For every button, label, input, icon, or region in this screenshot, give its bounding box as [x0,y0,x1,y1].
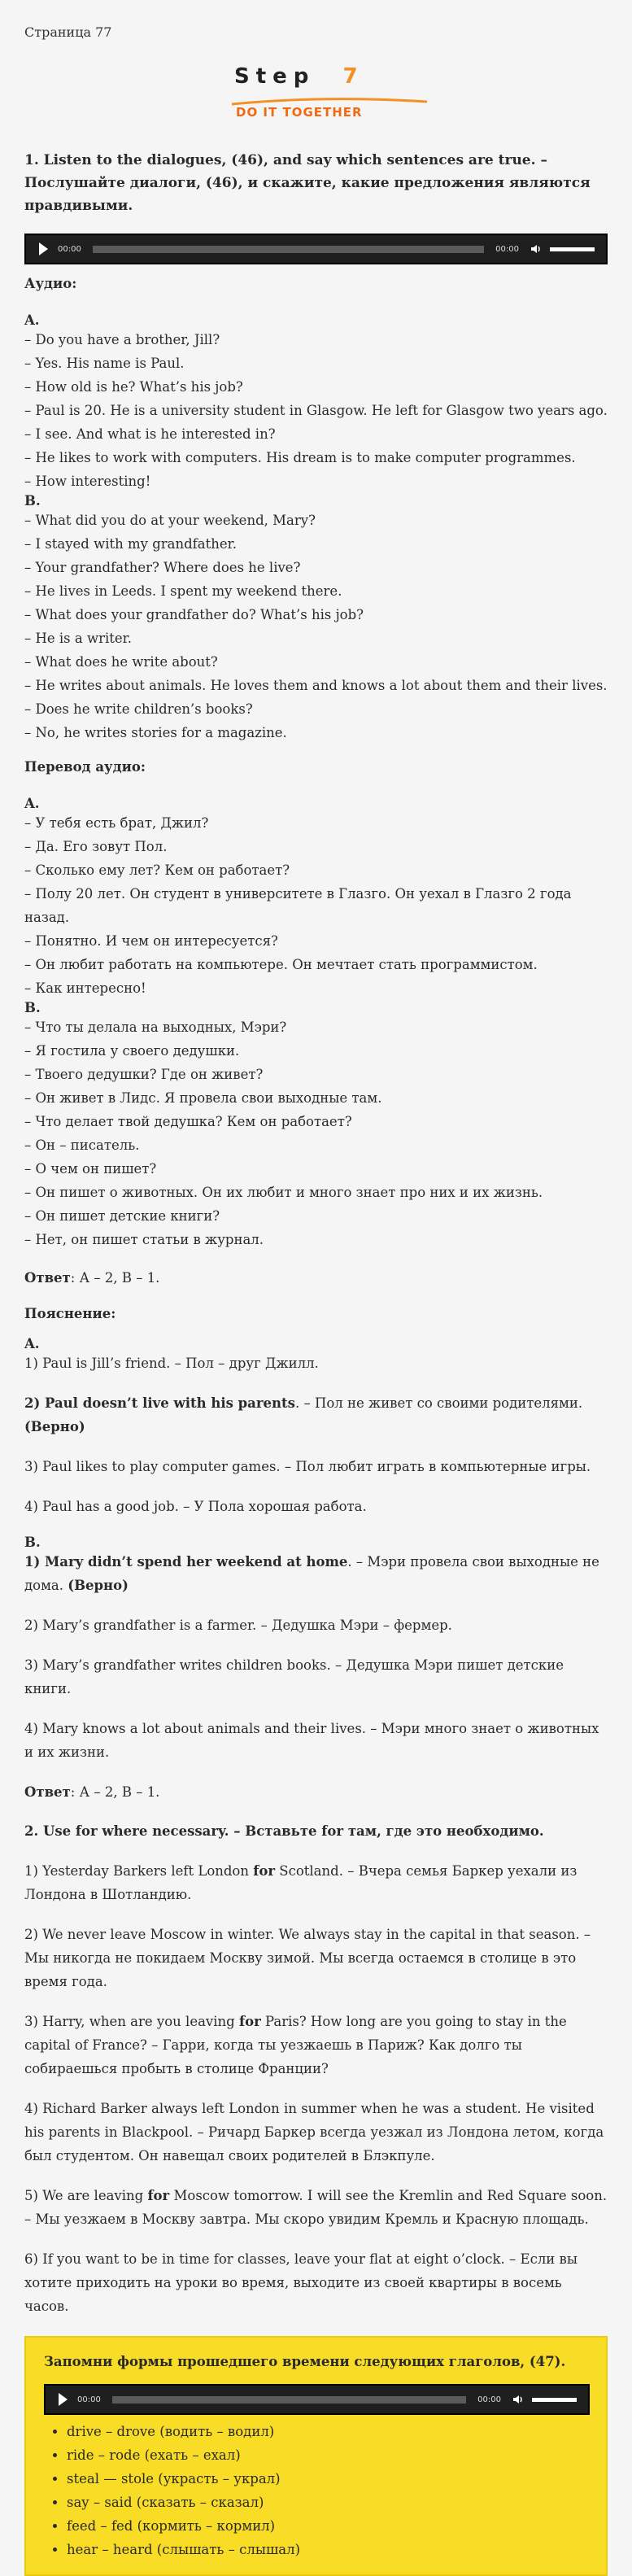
audio-total-time: 00:00 [495,244,519,254]
translation-line: – У тебя есть брат, Джил? [24,815,209,831]
verb-item: • ride – rode (ехать – ехал) [67,2443,590,2467]
expl-a2 [24,1391,608,1439]
answer-label: Ответ [24,1270,71,1286]
translation-line: – Он живет в Лидс. Я провела свои выходные там. [24,1090,382,1106]
task-2-item [24,2010,608,2080]
dialog-line: – What does he write about? [24,654,218,670]
answer-label: Ответ [24,1784,71,1800]
dialog-line: – Your grandfather? Where does he live? [24,560,301,575]
audio-label: Аудио: [24,276,77,291]
volume-slider[interactable] [532,2398,577,2402]
answer-2 [24,1780,608,1804]
translation-line: – Я гостила у своего дедушки. [24,1043,240,1059]
audio-total-time: 00:00 [477,2395,501,2404]
audio-current-time: 00:00 [58,244,81,254]
translation-line: – Что делает твой дедушка? Кем он работает? [24,1114,352,1129]
translation-line: – Нет, он пишет статьи в журнал. [24,1232,264,1247]
page-label: Страница 77 [24,24,112,40]
expl-b1-rest: . – Мэри провела свои выходные не дома. [24,1554,599,1593]
task-2-item [24,2247,608,2318]
answer-text: : А – 2, В – 1. [70,1270,160,1286]
dialog-line: – Yes. His name is Paul. [24,356,185,371]
item-text: Scotland. – Вчера семья Баркер уехали из Лондона в Шотландию. [24,1863,578,1902]
translation-line: – Понятно. И чем он интересуется? [24,933,278,949]
translation-line: – Он пишет о животных. Он их любит и много знает про них и их жизнь. [24,1185,543,1200]
verb-item: • drive – drove (водить – водил) [67,2420,590,2443]
audio-progress-bar[interactable] [93,246,484,253]
dialog-line: – Does he write children’s books? [24,701,253,717]
translation-line: – Полу 20 лет. Он студент в университете в Глазго. Он уехал в Глазго 2 года назад. [24,886,572,925]
answer-text: : А – 2, В – 1. [70,1784,160,1800]
play-icon[interactable] [39,242,48,255]
translation-line: – Он любит работать на компьютере. Он мечтает стать программистом. [24,957,538,972]
remember-box [24,2336,608,2576]
true-mark: (Верно) [68,1578,129,1593]
dialog-line: – I stayed with my grandfather. [24,536,237,552]
expl-a3: 3) Paul likes to play computer games. – Пол любит играть в компьютерные игры. [24,1459,591,1474]
task-1-title: 1. Listen to the dialogues, (46), and say which sentences are true. – Послушайте диалоги, (46), и скажите, какие предложения являются правдивыми. [24,152,591,214]
task-2-title: 2. Use for where necessary. – Вставьте for там, где это необходимо. [24,1823,544,1839]
dialog-line: – How old is he? What’s his job? [24,379,243,395]
expl-a2-bold: 2) Paul doesn’t live with his parents [24,1395,295,1411]
item-bold: for [253,1863,276,1879]
expl-a-label: A. [24,1336,40,1351]
dialog-b [24,509,608,744]
expl-b3: 3) Mary’s grandfather writes children books. – Дедушка Мэри пишет детские книги. [24,1657,564,1696]
trans-a-label: A. [24,796,40,811]
item-text: 1) Yesterday Barkers left London [24,1863,254,1879]
item-text: Moscow tomorrow. I will see the Kremlin and Red Square soon. – Мы уезжаем в Москву завтра. Мы скоро увидим Кремль и Красную площадь. [24,2188,608,2227]
expl-a2-rest: . – Пол не живет со своими родителями. [294,1395,583,1411]
dialog-line: – He lives in Leeds. I spent my weekend there. [24,583,342,599]
dialog-a [24,328,608,493]
item-text: 3) Harry, when are you leaving [24,2014,239,2029]
dialog-b-label: B. [24,493,41,509]
task-2-item [24,2097,608,2168]
expl-b1 [24,1550,608,1597]
audio-player[interactable] [44,2384,590,2415]
translation-a [24,811,608,1000]
dialog-line: – He likes to work with computers. His dream is to make computer programmes. [24,450,576,465]
volume-icon[interactable] [512,2394,524,2405]
verb-item: • feed – fed (кормить – кормил) [67,2514,590,2538]
dialog-line: – No, he writes stories for a magazine. [24,725,287,740]
remember-title: Запомни формы прошедшего времени следующих глаголов, (47). [44,2354,566,2369]
step-title [234,64,364,89]
dialog-line: – How interesting! [24,474,151,489]
dialog-line: – I see. And what is he interested in? [24,426,276,442]
verb-item: • steal — stole (украсть – украл) [67,2467,590,2491]
translation-label: Перевод аудио: [24,759,146,775]
dialog-line: – He is a writer. [24,631,132,646]
item-text: 6) If you want to be in time for classes, leave your flat at eight o’clock. – Если вы хотите приходить на уроки во время, выходите из своей квартиры в восемь часов. [24,2251,578,2314]
expl-b2: 2) Mary’s grandfather is a farmer. – Дедушка Мэри – фермер. [24,1618,452,1633]
translation-line: – Твоего дедушки? Где он живет? [24,1067,264,1082]
step-banner [24,64,608,138]
dialog-line: – He writes about animals. He loves them and knows a lot about them and their lives. [24,678,608,693]
step-word: Step [234,64,316,89]
translation-line: – Да. Его зовут Пол. [24,839,168,854]
dialog-line: – Do you have a brother, Jill? [24,332,220,347]
audio-current-time: 00:00 [77,2395,101,2404]
translation-line: – Как интересно! [24,980,146,996]
task-2-item [24,1859,608,1906]
trans-b-label: B. [24,1000,41,1015]
translation-line: – Что ты делала на выходных, Мэри? [24,1019,287,1035]
item-text: Paris? How long are you going to stay in the capital of France? – Гарри, когда ты уезжаешь в Париж? Как долго ты собираешься пробыть в столице Франции? [24,2014,567,2076]
dialog-line: – What does your grandfather do? What’s his job? [24,607,364,622]
translation-line: – Сколько ему лет? Кем он работает? [24,862,290,878]
verb-item: • say – said (сказать – сказал) [67,2491,590,2514]
task-2-item [24,2184,608,2231]
translation-line: – О чем он пишет? [24,1161,157,1177]
expl-a4: 4) Paul has a good job. – У Пола хорошая работа. [24,1499,367,1514]
volume-slider[interactable] [550,247,595,251]
volume-icon[interactable] [530,243,542,255]
true-mark: (Верно) [24,1419,85,1434]
item-text: 5) We are leaving [24,2188,148,2203]
item-bold: for [147,2188,170,2203]
play-icon[interactable] [59,2393,68,2406]
verb-item: • hear – heard (слышать – слышал) [67,2538,590,2561]
audio-player[interactable] [24,234,608,264]
audio-progress-bar[interactable] [112,2396,466,2404]
item-text: 2) We never leave Moscow in winter. We always stay in the capital in that season. – Мы никогда не покидаем Москву зимой. Мы всегда остаемся в столице в это время года. [24,1927,591,1989]
task-2-item [24,1923,608,1993]
expl-b1-bold: 1) Mary didn’t spend her weekend at home [24,1554,348,1570]
step-number: 7 [342,64,364,89]
answer-1 [24,1266,608,1290]
item-bold: for [238,2014,261,2029]
step-subtitle: DO IT TOGETHER [236,105,363,120]
dialog-a-label: A. [24,312,40,328]
item-text: 4) Richard Barker always left London in summer when he was a student. He visited his parents in Blackpool. – Ричард Баркер всегда уезжал из Лондона летом, когда был студентом. Он навещал своих родителей в Блэкпуле. [24,2101,604,2163]
expl-b-label: B. [24,1535,41,1550]
dialog-line: – What did you do at your weekend, Mary? [24,513,316,528]
explanation-label: Пояснение: [24,1306,116,1321]
translation-b [24,1015,608,1251]
verb-list [44,2420,590,2561]
translation-line: – Он – писатель. [24,1137,140,1153]
dialog-line: – Paul is 20. He is a university student in Glasgow. He left for Glasgow two years ago. [24,403,608,418]
expl-a1: 1) Paul is Jill’s friend. – Пол – друг Джилл. [24,1356,319,1371]
expl-b4: 4) Mary knows a lot about animals and their lives. – Мэри много знает о животных и их жизни. [24,1721,599,1760]
translation-line: – Он пишет детские книги? [24,1208,220,1224]
